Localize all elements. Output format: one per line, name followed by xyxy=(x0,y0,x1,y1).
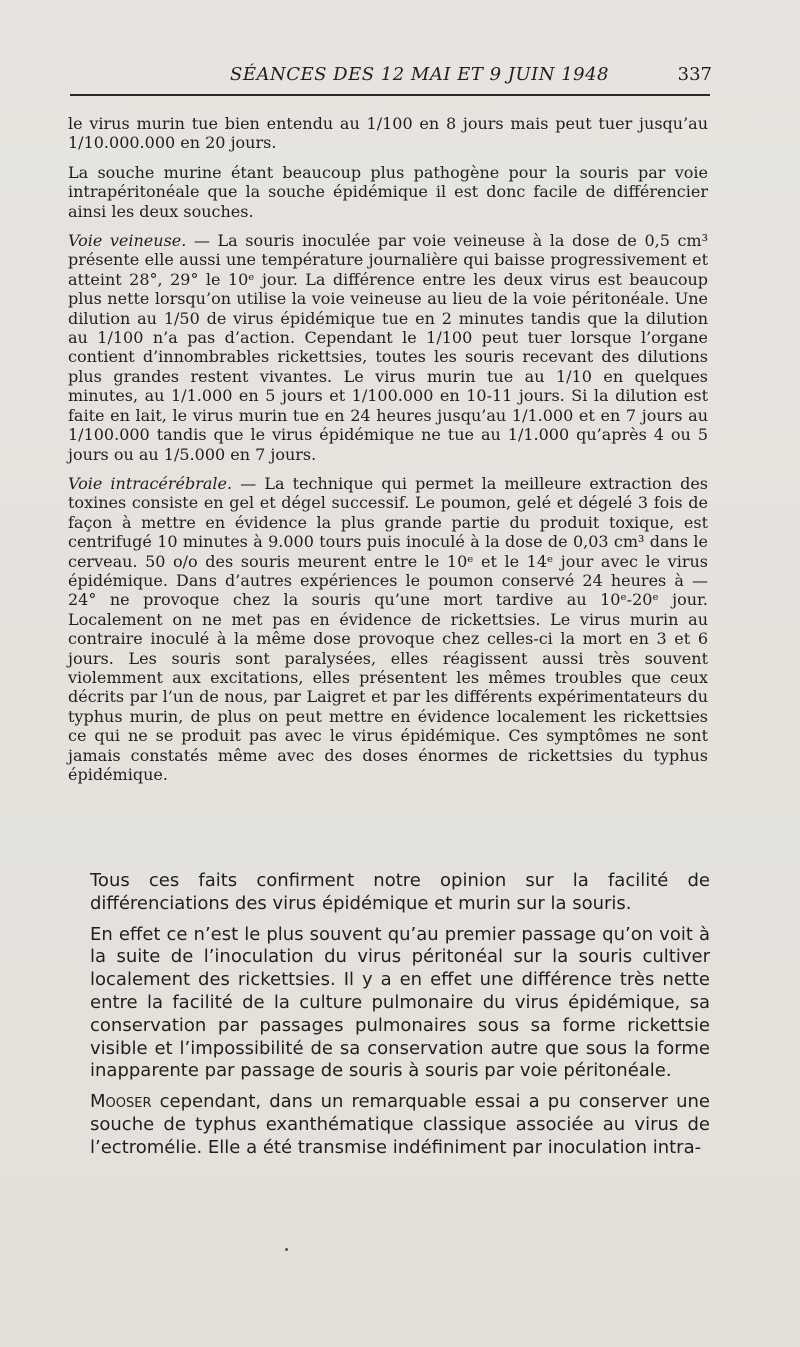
paragraph-large-3 xyxy=(90,1091,710,1159)
paragraph-large-3-text: cependant, dans un remarquable essai a pu conserver une souche de typhus exanthématique classique associée au virus de l’ectromélie. Elle a été transmise indéfiniment par inoculation intra- xyxy=(90,1091,710,1158)
section-lead-voie-intracerebrale: Voie intracérébrale. xyxy=(68,473,233,493)
author-name: Mooser xyxy=(90,1091,152,1113)
section-text-voie-intracerebrale: — La technique qui permet la meilleure extraction des toxines consiste en gel et dégel successif. Le poumon, gelé et dégelé 3 fois de façon à mettre en évidence la plus grande partie du produit toxique, est centrifugé 10 minutes à 9.000 tours puis inoculé à la dose de 0,03 cm³ dans le cerveau. 50 o/o des souris meurent entre le 10ᵉ et le 14ᵉ jour avec le virus épidémique. Dans d’autres expériences le poumon conservé 24 heures à — 24° ne provoque chez la souris qu’une mort tardive au 10ᵉ-20ᵉ jour. Localement on ne met pas en évidence de rickettsies. Le virus murin au contraire inoculé à la même dose provoque chez celles-ci la mort en 3 et 6 jours. Les souris sont paralysées, elles réagissent aussi très souvent violemment aux excitations, elles présentent les mêmes troubles que ceux décrits par l’un de nous, par Laigret et par les différents expérimentateurs du typhus murin, de plus on peut mettre en évidence localement les rickettsies ce qui ne se produit pas avec le virus épidémique. Ces symptômes ne sont jamais constatés même avec des doses énormes de rickettsies du typhus épidémique. xyxy=(68,473,708,784)
paragraph-1: le virus murin tue bien entendu au 1/100 en 8 jours mais peut tuer jusqu’au 1/10.000.000 en 20 jours. xyxy=(68,114,708,153)
paper-mark xyxy=(285,1248,288,1251)
paragraph-voie-intracerebrale xyxy=(68,474,708,785)
paragraph-large-2: En effet ce n’est le plus souvent qu’au premier passage qu’on voit à la suite de l’inoculation du virus péritonéal sur la souris cultiver localement des rickettsies. Il y a en effet une différence très nette entre la facilité de la culture pulmonaire du virus épidémique, sa conservation par passages pulmonaires sous sa forme rickettsie visible et l’impossibilité de sa conservation autre que sous la forme inapparente par passage de souris à souris par voie péritonéale. xyxy=(90,923,710,1082)
small-text-section xyxy=(68,114,708,794)
large-text-section xyxy=(90,870,710,1168)
page-number: 337 xyxy=(677,64,712,85)
paragraph-voie-veineuse xyxy=(68,231,708,464)
section-lead-voie-veineuse: Voie veineuse. xyxy=(68,231,187,251)
header-title: SÉANCES DES 12 MAI ET 9 JUIN 1948 xyxy=(230,64,610,85)
header-rule xyxy=(70,94,710,96)
paragraph-2: La souche murine étant beaucoup plus pathogène pour la souris par voie intrapéritonéale que la souche épidémique il est donc facile de différencier ainsi les deux souches. xyxy=(68,162,708,221)
paragraph-large-1: Tous ces faits confirment notre opinion sur la facilité de différenciations des virus épidémique et murin sur la souris. xyxy=(90,870,710,914)
page-header xyxy=(70,64,712,94)
section-text-voie-veineuse: — La souris inoculée par voie veineuse à la dose de 0,5 cm³ présente elle aussi une température journalière qui baisse progressivement et atteint 28°, 29° le 10ᵉ jour. La différence entre les deux virus est beaucoup plus nette lorsqu’on utilise la voie veineuse au lieu de la voie péritonéale. Une dilution au 1/50 de virus épidémique tue en 2 minutes tandis que la dilution au 1/100 n’a pas d’action. Cependant le 1/100 peut tuer lorsque l’organe contient d’innombrables rickettsies, toutes les souris recevant des dilutions plus grandes restent vivantes. Le virus murin tue au 1/10 en quelques minutes, au 1/1.000 en 5 jours et 1/100.000 en 10-11 jours. Si la dilution est faite en lait, le virus murin tue en 24 heures jusqu’au 1/1.000 et en 7 jours au 1/100.000 tandis que le virus épidémique ne tue au 1/1.000 qu’après 4 ou 5 jours ou au 1/5.000 en 7 jours. xyxy=(68,231,709,464)
